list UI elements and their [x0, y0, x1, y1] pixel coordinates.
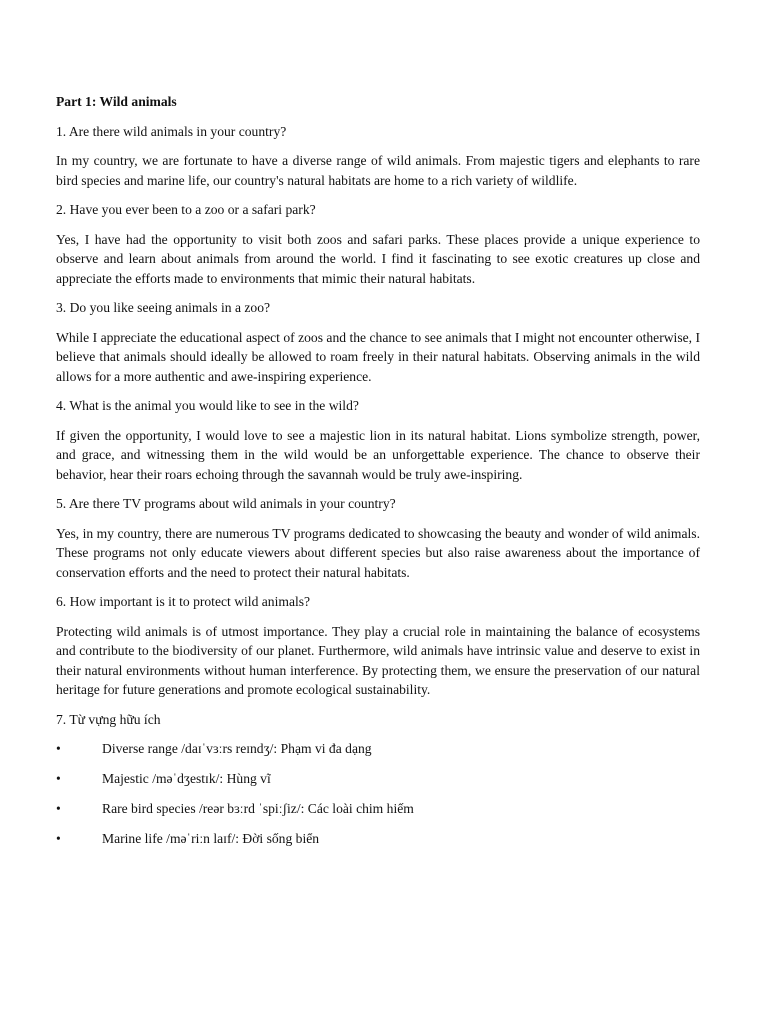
question-4: 4. What is the animal you would like to see in the wild?: [56, 398, 359, 413]
vocab-item-text: Rare bird species /reər bɜːrd ˈspiːʃiz/: Các loài chim hiếm: [102, 801, 414, 816]
vocab-title: 7. Từ vựng hữu ích: [56, 711, 161, 727]
document-page: [56, 92, 700, 859]
answer-4: If given the opportunity, I would love to see a majestic lion in its natural habitat. Lions symbolize strength, power, and grace, and witnessing them in the wild would be an unforgettable experience. The chance to observe their behavior, hear their roars echoing through the savannah would be truly awe-inspiring.: [56, 427, 700, 482]
question-5: 5. Are there TV programs about wild animals in your country?: [56, 496, 396, 511]
vocab-item-text: Marine life /məˈriːn laɪf/: Đời sống biển: [102, 831, 320, 846]
bullet-icon: •: [56, 771, 61, 786]
bullet-icon: •: [56, 801, 61, 816]
answer-1: In my country, we are fortunate to have a diverse range of wild animals. From majestic tigers and elephants to rare bird species and marine life, our country's natural habitats are home to a rich variety of wildlife.: [56, 153, 700, 188]
answer-5: Yes, in my country, there are numerous TV programs dedicated to showcasing the beauty and wonder of wild animals. These programs not only educate viewers about different species but also raise awareness about the importance of conservation efforts and the need to protect their natural habitats.: [56, 525, 700, 580]
answer-3: While I appreciate the educational aspect of zoos and the chance to see animals that I might not encounter otherwise, I believe that animals should ideally be allowed to roam freely in their natural habitats. Observing animals in the wild allows for a more authentic and awe-inspiring experience.: [56, 329, 700, 384]
question-2: 2. Have you ever been to a zoo or a safari park?: [56, 202, 316, 217]
question-1: 1. Are there wild animals in your country?: [56, 123, 287, 139]
vocab-item: [56, 739, 700, 759]
vocab-item-text: Majestic /məˈdʒestɪk/: Hùng vĩ: [102, 771, 271, 786]
vocab-item: [56, 769, 700, 789]
answer-2: Yes, I have had the opportunity to visit both zoos and safari parks. These places provide a unique experience to observe and learn about animals from around the world. I find it fascinating to see exotic creatures up close and appreciate the efforts made to environments that mimic their natural habitats.: [56, 231, 700, 286]
vocab-item-text: Diverse range /daɪˈvɜːrs reɪndʒ/: Phạm vi đa dạng: [102, 741, 372, 756]
answer-6: Protecting wild animals is of utmost importance. They play a crucial role in maintaining the balance of ecosystems and contribute to the biodiversity of our planet. Furthermore, wild animals have intrinsic value and deserve to exist in their natural environments without human interference. By protecting them, we ensure the preservation of our natural heritage for future generations and promote ecological sustainability.: [56, 623, 700, 697]
vocab-item: [56, 829, 700, 849]
question-3: 3. Do you like seeing animals in a zoo?: [56, 300, 271, 315]
vocab-item: [56, 799, 700, 819]
question-6: 6. How important is it to protect wild animals?: [56, 594, 311, 609]
section-heading: Part 1: Wild animals: [56, 94, 177, 109]
bullet-icon: •: [56, 741, 61, 756]
bullet-icon: •: [56, 831, 61, 846]
